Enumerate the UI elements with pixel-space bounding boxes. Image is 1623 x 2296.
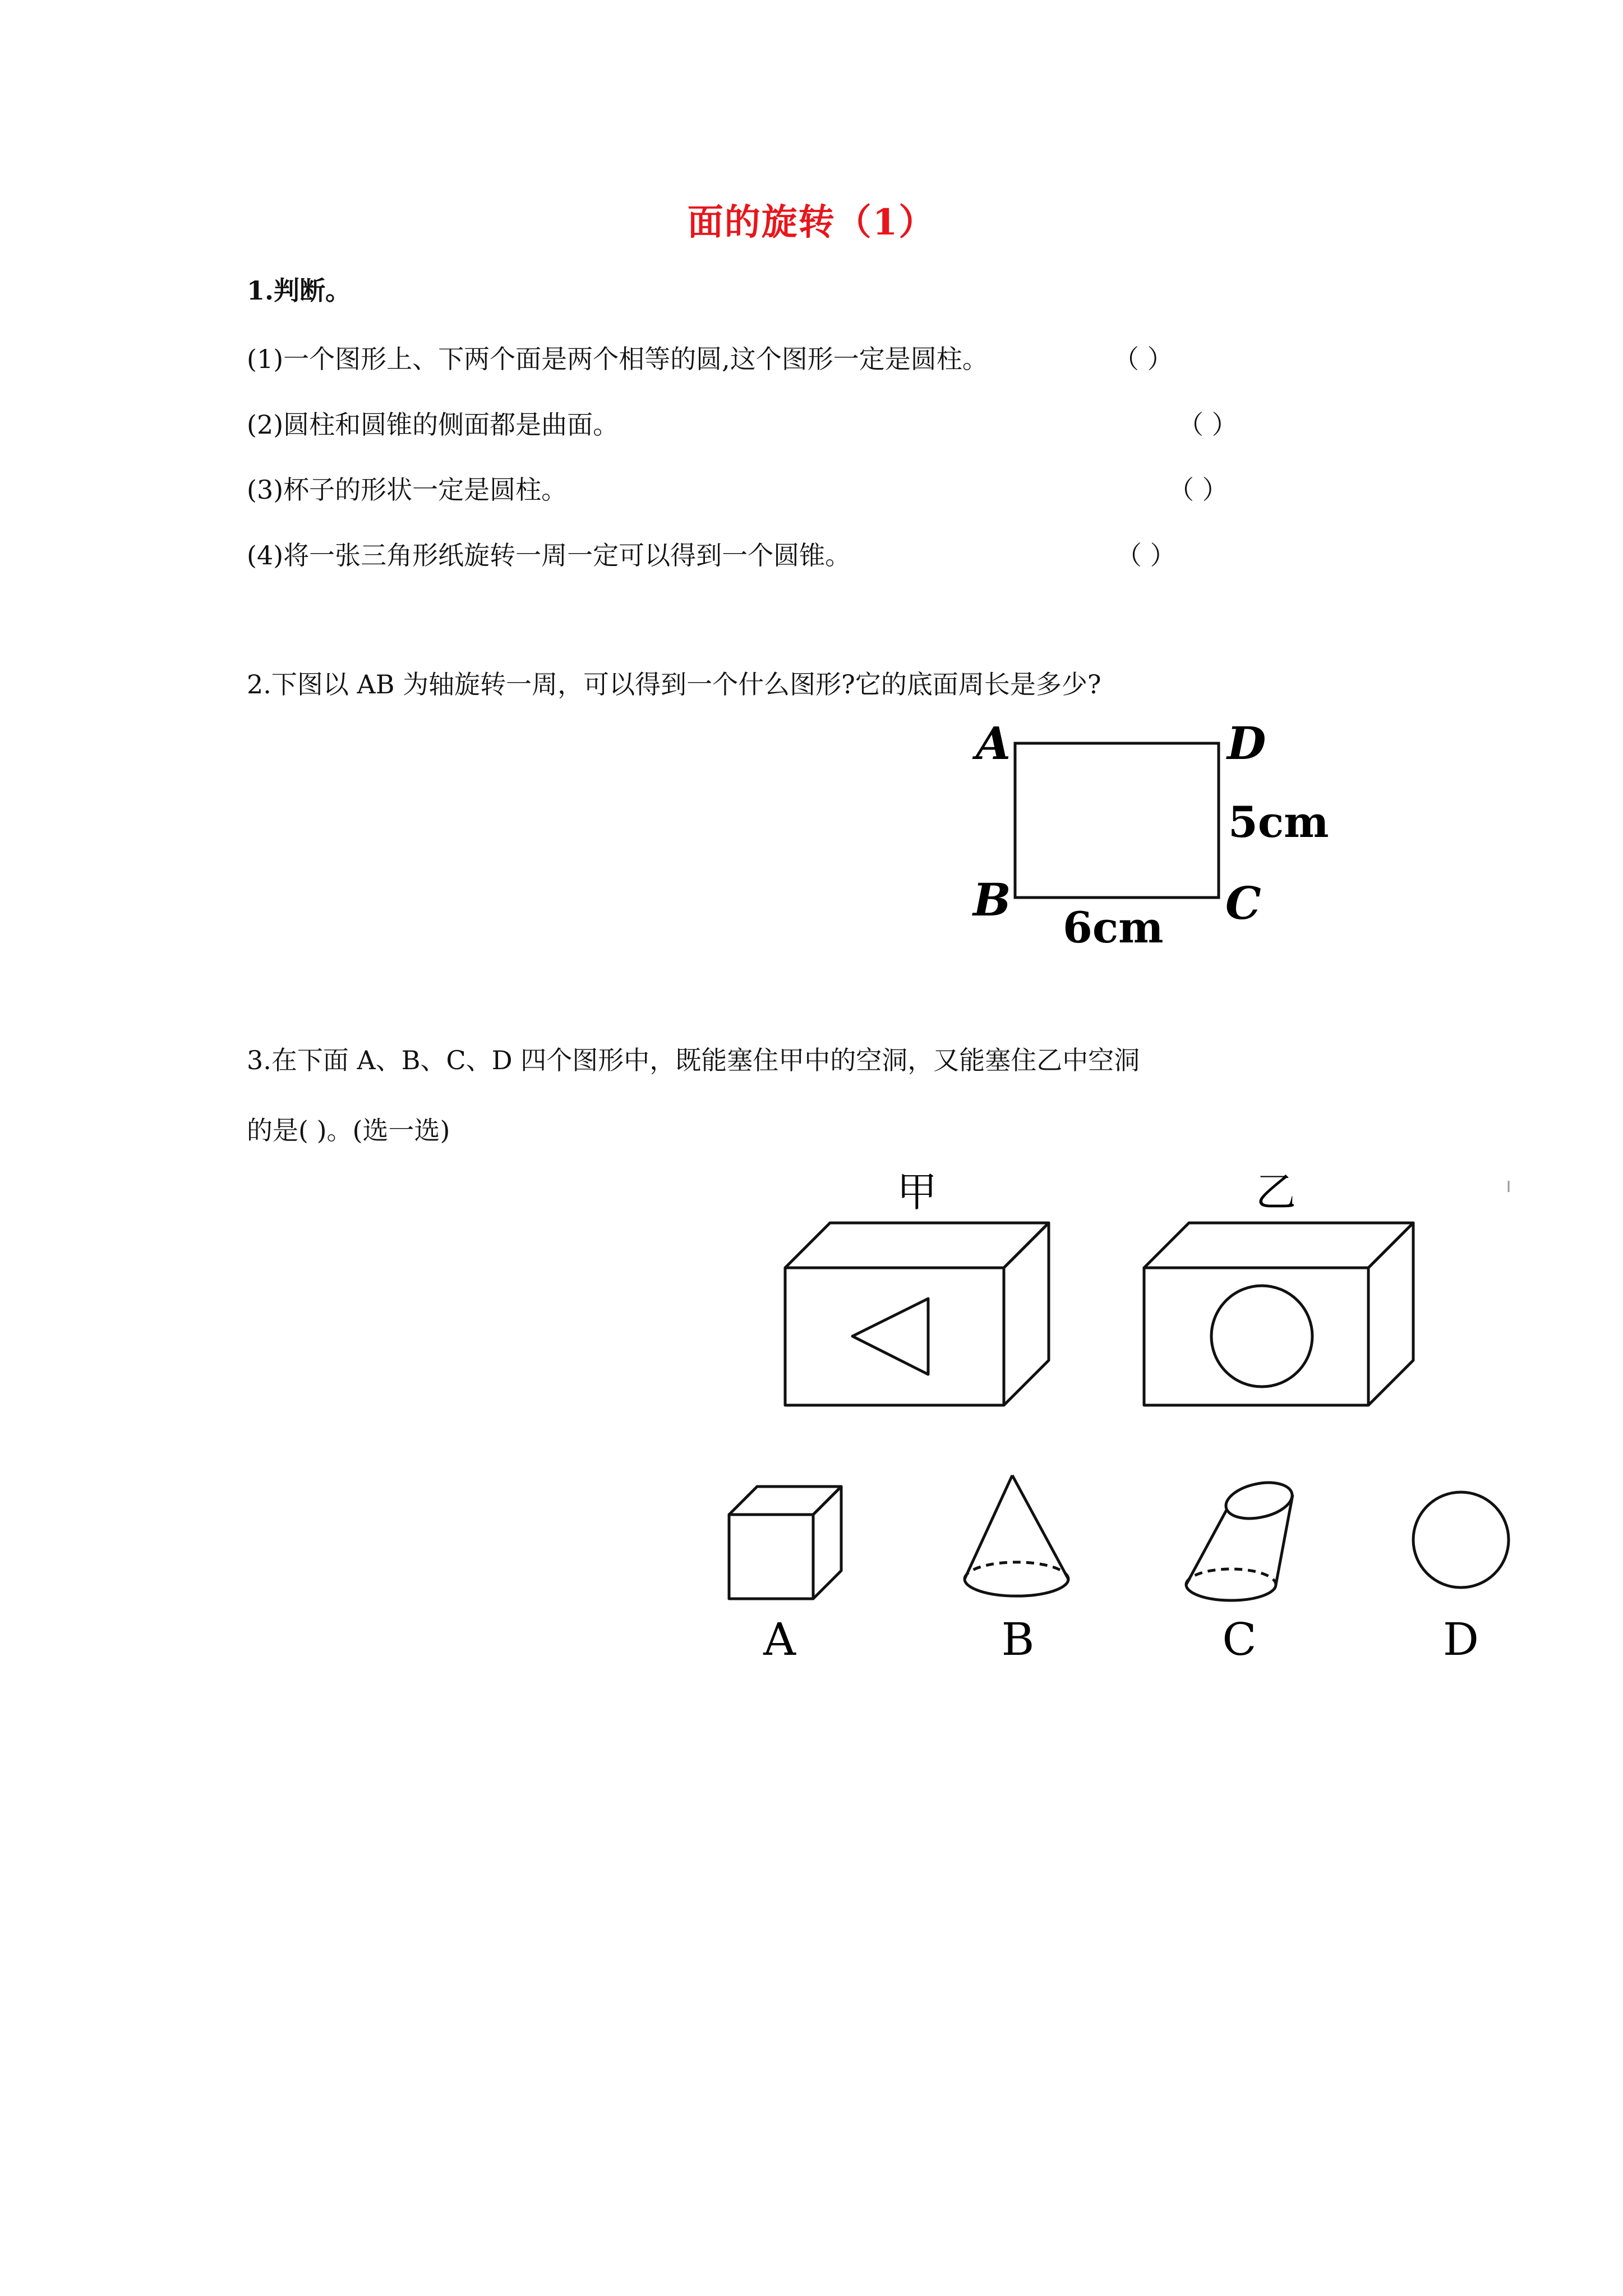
side-label-5cm: 5cm <box>1228 797 1329 847</box>
q1-statement-2: (2)圆柱和圆锥的侧面都是曲面。 <box>247 409 619 440</box>
boxes-figure <box>774 1170 1520 1416</box>
option-label-b: B <box>1001 1613 1035 1665</box>
option-d-sphere[interactable] <box>1413 1492 1509 1588</box>
option-label-d: D <box>1442 1613 1479 1665</box>
vertex-label-a: A <box>976 717 1011 770</box>
box-yi <box>1144 1223 1413 1405</box>
vertex-label-b: B <box>973 873 1011 926</box>
box-label-yi: 乙 <box>1255 1168 1297 1216</box>
side-label-6cm: 6cm <box>1063 903 1164 953</box>
rectangle-figure <box>953 712 1346 970</box>
option-c-cylinder[interactable] <box>1186 1477 1295 1600</box>
option-label-a: A <box>763 1613 796 1665</box>
option-a-cube[interactable] <box>729 1487 841 1599</box>
option-label-c: C <box>1222 1613 1257 1665</box>
q1-answer-blank-4[interactable]: （ ） <box>1116 540 1176 570</box>
box-label-jia: 甲 <box>896 1168 938 1216</box>
vertex-label-c: C <box>1225 877 1261 930</box>
vertex-label-d: D <box>1227 717 1266 770</box>
q1-statement-4: (4)将一张三角形纸旋转一周一定可以得到一个圆锥。 <box>247 540 851 570</box>
triangle-hole <box>852 1299 928 1374</box>
q1-answer-blank-1[interactable]: （ ） <box>1113 344 1173 374</box>
rectangle-abcd <box>1015 743 1219 898</box>
q1-statement-3: (3)杯子的形状一定是圆柱。 <box>247 475 568 505</box>
question-3-line-2: 的是( )。(选一选) <box>247 1115 450 1145</box>
box-jia <box>785 1223 1049 1405</box>
options-figure <box>707 1458 1559 1683</box>
q1-answer-blank-3[interactable]: （ ） <box>1168 475 1228 505</box>
question-1-heading: 1.判断。 <box>247 275 352 306</box>
q1-answer-blank-2[interactable]: （ ） <box>1178 409 1238 440</box>
circle-hole <box>1211 1286 1312 1387</box>
q1-statement-1: (1)一个图形上、下两个面是两个相等的圆,这个图形一定是圆柱。 <box>247 344 988 374</box>
question-2-heading: 2.下图以 AB 为轴旋转一周，可以得到一个什么图形?它的底面周长是多少? <box>247 669 1101 700</box>
option-b-cone[interactable] <box>965 1475 1068 1596</box>
page-title: 面的旋转（1） <box>687 201 936 243</box>
question-3-line-1: 3.在下面 A、B、C、D 四个图形中，既能塞住甲中的空洞，又能塞住乙中空洞 <box>247 1045 1140 1075</box>
